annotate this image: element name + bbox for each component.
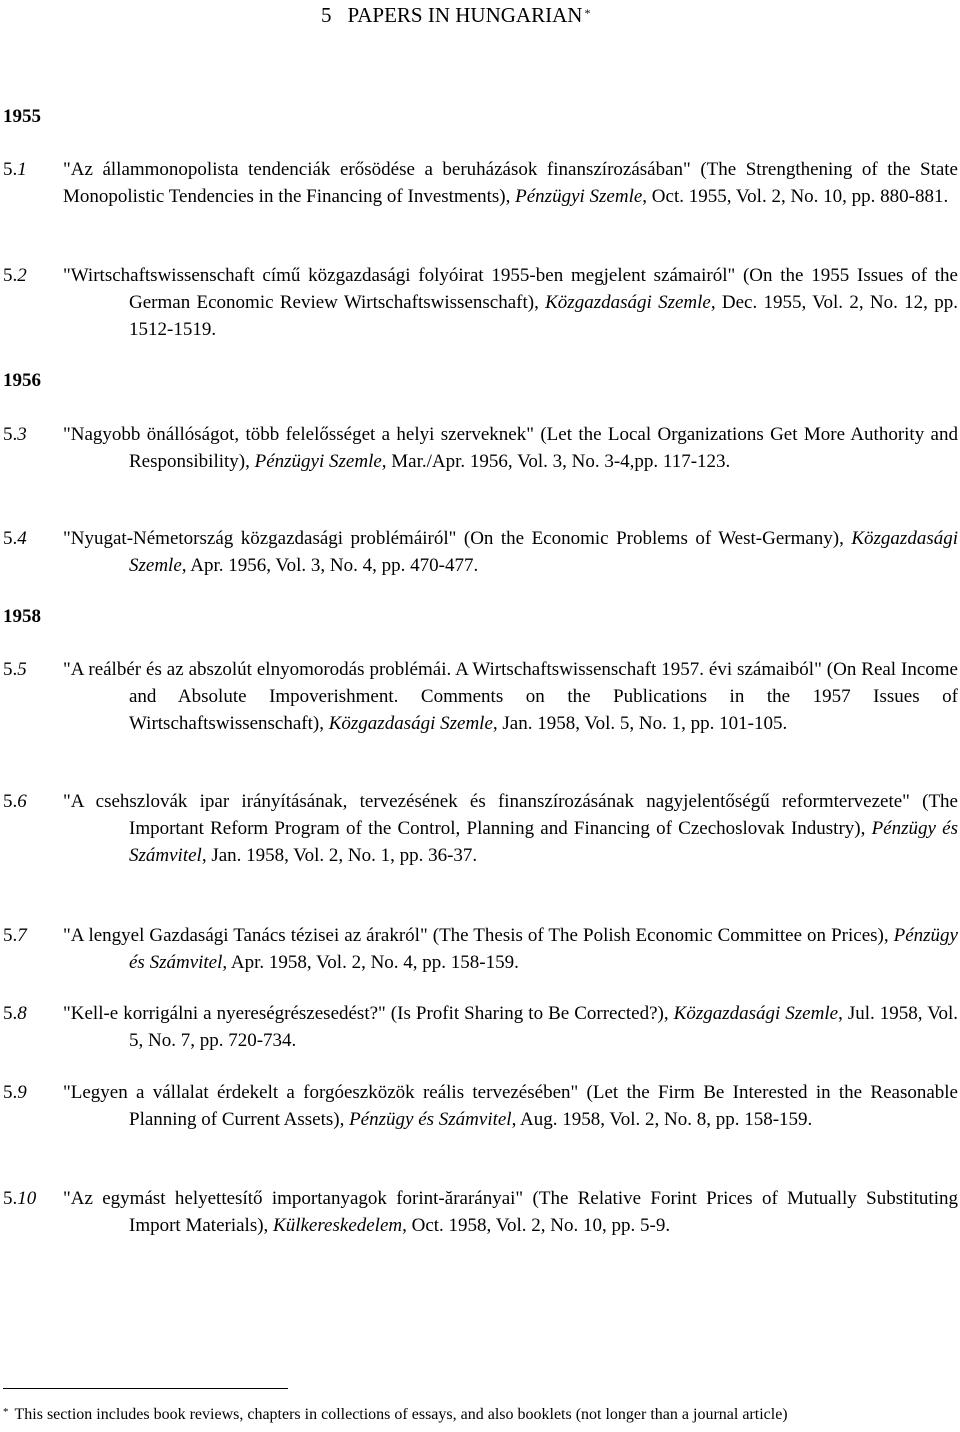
entry-number: 5.8 bbox=[3, 1003, 27, 1024]
section-heading bbox=[321, 2, 590, 28]
entry-number: 5.10 bbox=[3, 1188, 37, 1209]
entry-citation: "Nagyobb önállóságot, több felelősséget a helyi szerveknek" (Let the Local Organizations Get More Authority and Responsibility), Pénzügyi Szemle, Mar./Apr. 1956, Vol. 3, No. 3-4,pp. 117-123. bbox=[63, 424, 958, 472]
entry-5-7 bbox=[3, 922, 958, 976]
year-heading-1958: 1958 bbox=[3, 606, 41, 627]
journal-title: Pénzügyi Szemle bbox=[254, 451, 382, 472]
section-number: 5 bbox=[321, 3, 332, 27]
entry-citation: "Kell-e korrigálni a nyereségrészesedést?" (Is Profit Sharing to Be Corrected?), Közgazdasági Szemle, Jul. 1958, Vol. 5, No. 7, pp. 720-734. bbox=[63, 1003, 958, 1051]
footnote-text: This section includes book reviews, chapters in collections of essays, and also booklets (not longer than a journal article) bbox=[14, 1406, 788, 1423]
entry-5-2 bbox=[3, 262, 958, 343]
entry-citation: "A lengyel Gazdasági Tanács tézisei az árakról" (The Thesis of The Polish Economic Committee on Prices), Pénzügy és Számvitel, Apr. 1958, Vol. 2, No. 4, pp. 158-159. bbox=[63, 925, 958, 973]
footnote bbox=[3, 1405, 788, 1425]
journal-title: Külkereskedelem bbox=[273, 1215, 403, 1236]
year-heading-1956: 1956 bbox=[3, 370, 41, 391]
journal-title: Pénzügy és Számvitel bbox=[129, 818, 958, 866]
journal-title: Közgazdasági Szemle bbox=[673, 1003, 839, 1024]
entry-number: 5.7 bbox=[3, 925, 27, 946]
entry-number: 5.6 bbox=[3, 791, 27, 812]
entry-number: 5.4 bbox=[3, 528, 27, 549]
journal-title: Közgazdasági Szemle bbox=[129, 528, 958, 576]
entry-5-5 bbox=[3, 656, 958, 737]
entry-5-4 bbox=[3, 525, 958, 579]
entry-number: 5.9 bbox=[3, 1082, 27, 1103]
entry-citation: "Wirtschaftswissenschaft című közgazdasági folyóirat 1955-ben megjelent számairól" (On the 1955 Issues of the German Economic Review Wirtschaftswissenschaft), Közgazdasági Szemle, Dec. 1955, Vol. 2, No. 12, pp. 1512-1519. bbox=[63, 265, 958, 340]
entry-number: 5.2 bbox=[3, 265, 27, 286]
entry-number: 5.5 bbox=[3, 659, 27, 680]
footnote-mark: * bbox=[3, 1406, 9, 1418]
entry-citation: "A reálbér és az abszolút elnyomorodás problémái. A Wirtschaftswissenschaft 1957. évi számaiból" (On Real Income and Absolute Impoverishment. Comments on the Publications in the 1957 Issues of Wirtschaftswissenschaft), Közgazdasági Szemle, Jan. 1958, Vol. 5, No. 1, pp. 101-105. bbox=[63, 659, 958, 734]
entry-number: 5.3 bbox=[3, 424, 27, 445]
section-title: PAPERS IN HUNGARIAN bbox=[347, 3, 583, 27]
journal-title: Közgazdasági Szemle bbox=[545, 292, 711, 313]
year-heading-1955: 1955 bbox=[3, 106, 41, 127]
entry-citation: "A csehszlovák ipar irányításának, tervezésének és finanszírozásának nagyjelentőségű reformtervezete" (The Important Reform Program of the Control, Planning and Financing of Czechoslovak Industry), Pénzügy és Számvitel, Jan. 1958, Vol. 2, No. 1, pp. 36-37. bbox=[63, 791, 958, 866]
entry-5-9 bbox=[3, 1079, 958, 1133]
entry-citation: "Az állammonopolista tendenciák erősödése a beruházások finanszírozásában" (The Strengthening of the State Monopolistic Tendencies in the Financing of Investments), Pénzügyi Szemle, Oct. 1955, Vol. 2, No. 10, pp. 880-881. bbox=[63, 159, 958, 207]
journal-title: Közgazdasági Szemle bbox=[328, 713, 493, 734]
footnote-marker: * bbox=[584, 6, 591, 20]
journal-title: Pénzügy és Számvitel bbox=[129, 925, 958, 973]
entry-citation: "Az egymást helyettesítő importanyagok forint-ărarányai" (The Relative Forint Prices of Mutually Substituting Import Materials), Külkereskedelem, Oct. 1958, Vol. 2, No. 10, pp. 5-9. bbox=[63, 1188, 958, 1236]
entry-5-6 bbox=[3, 788, 958, 869]
entry-5-10 bbox=[3, 1185, 958, 1239]
footnote-rule bbox=[3, 1388, 288, 1389]
journal-title: Pénzügyi Szemle bbox=[515, 186, 643, 207]
journal-title: Pénzügy és Számvitel bbox=[349, 1109, 512, 1130]
entry-5-1 bbox=[3, 156, 958, 210]
entry-5-3 bbox=[3, 421, 958, 475]
entry-citation: "Nyugat-Németország közgazdasági problémáiról" (On the Economic Problems of West-Germany), Közgazdasági Szemle, Apr. 1956, Vol. 3, No. 4, pp. 470-477. bbox=[63, 528, 958, 576]
entry-5-8 bbox=[3, 1000, 958, 1054]
entry-citation: "Legyen a vállalat érdekelt a forgóeszközök reális tervezésében" (Let the Firm Be Interested in the Reasonable Planning of Current Assets), Pénzügy és Számvitel, Aug. 1958, Vol. 2, No. 8, pp. 158-159. bbox=[63, 1082, 958, 1130]
entry-number: 5.1 bbox=[3, 159, 27, 180]
